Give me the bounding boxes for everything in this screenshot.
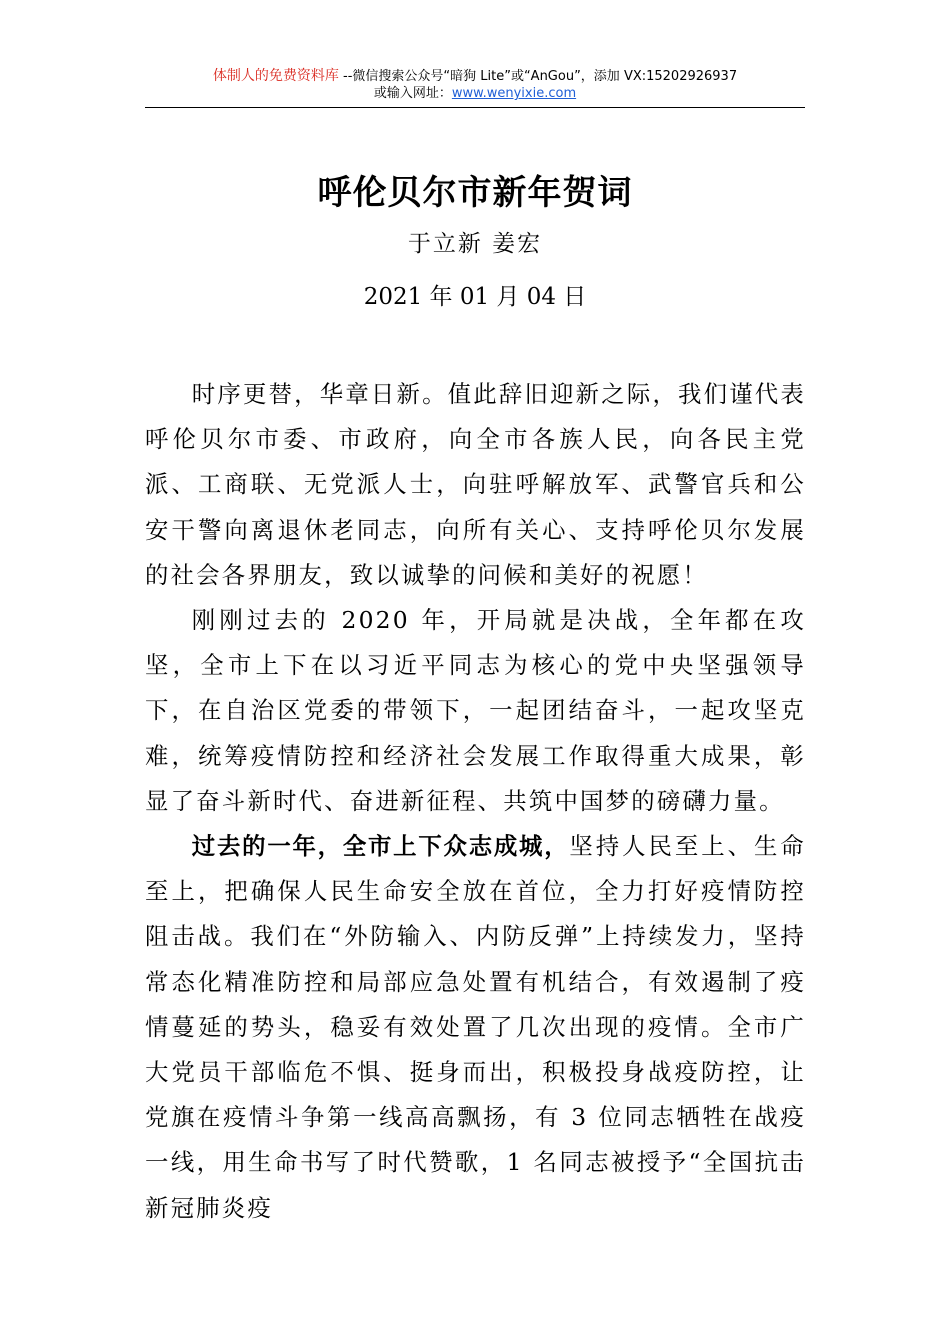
paragraph-3 — [145, 824, 806, 1231]
header-url-link[interactable]: www.wenyixie.com — [451, 86, 577, 101]
header-line-1 — [145, 68, 805, 85]
document-authors: 于立新 姜宏 — [407, 231, 543, 257]
paragraph-text: 刚刚过去的 2020 年，开局就是决战，全年都在攻坚，全市上下在以习近平同志为核心的党中央坚强领导下，在自治区党委的带领下，一起团结奋斗，一起攻坚克难，统筹疫情防控和经济社会发展工作取得重大成果，彰显了奋斗新时代、奋进新征程、共筑中国梦的磅礴力量。 — [145, 606, 806, 815]
paragraph-lead-bold: 过去的一年，全市上下众志成城， — [191, 832, 570, 861]
paragraph-2 — [145, 598, 806, 824]
page-header — [145, 68, 805, 102]
paragraph-1 — [145, 372, 806, 598]
header-brand: 体制人的免费资料库 — [212, 68, 339, 84]
header-line-2 — [145, 85, 805, 102]
paragraph-text: 坚持人民至上、生命至上，把确保人民生命安全放在首位，全力打好疫情防控阻击战。我们在“外防输入、内防反弹”上持续发力，坚持常态化精准防控和局部应急处置有机结合，有效遏制了疫情蔓延的势头，稳妥有效处置了几次出现的疫情。全市广大党员干部临危不惧、挺身而出，积极投身战疫防控，让党旗在疫情斗争第一线高高飘扬，有 3 位同志牺牲在战疫一线，用生命书写了时代赞歌，1 名同志被授予“全国抗击新冠肺炎疫 — [145, 832, 806, 1222]
document-title: 呼伦贝尔市新年贺词 — [317, 173, 633, 213]
header-url-label: 或输入网址： — [373, 86, 452, 101]
header-info: --微信搜索公众号“暗狗 Lite”或“AnGou”，添加 VX:15202926937 — [338, 69, 738, 84]
document-date: 2021 年 01 月 04 日 — [363, 284, 587, 310]
paragraph-text: 时序更替，华章日新。值此辞旧迎新之际，我们谨代表呼伦贝尔市委、市政府，向全市各族人民，向各民主党派、工商联、无党派人士，向驻呼解放军、武警官兵和公安干警向离退休老同志，向所有关心、支持呼伦贝尔发展的社会各界朋友，致以诚挚的问候和美好的祝愿！ — [145, 380, 806, 589]
document-body — [145, 372, 806, 1231]
header-divider — [145, 107, 805, 108]
